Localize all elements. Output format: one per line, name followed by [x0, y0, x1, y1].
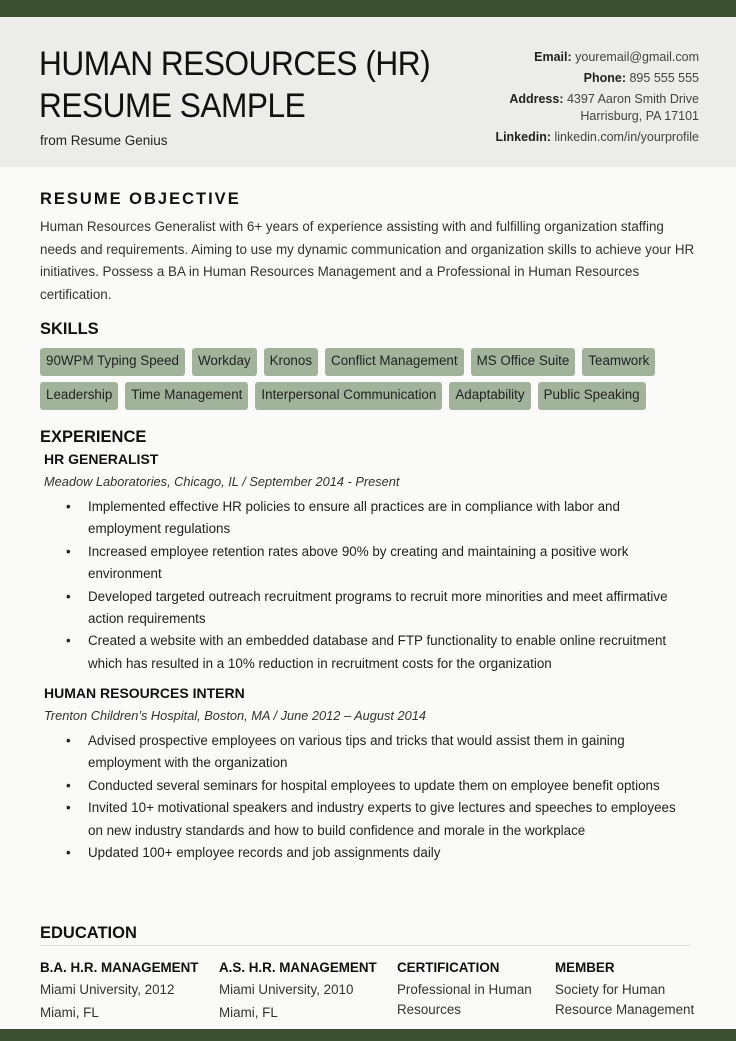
objective-text: Human Resources Generalist with 6+ years of experience assisting with and fulfilling organization staffing needs and requirements. Aiming to use my dynamic communication and organization skills to achieve your HR initiatives. Possess a BA in Human Resources Management and a Professional in Human Resources certification.	[40, 219, 695, 302]
job-company: Meadow Laboratories, Chicago, IL / September 2014 - Present	[44, 474, 400, 489]
education-item	[219, 958, 389, 1026]
address-label: Address:	[509, 92, 564, 106]
education-item	[397, 958, 547, 1023]
resume-header	[0, 17, 736, 167]
edu-title: MEMBER	[555, 960, 615, 975]
list-item: • Invited 10+ motivational speakers and industry experts to give lectures and speeches to employees on new industry standards and how to build confidence and morale in the workplace	[88, 797, 688, 842]
email-value: youremail@gmail.com	[575, 50, 699, 64]
skill-chip: MS Office Suite	[471, 348, 576, 376]
edu-title: A.S. H.R. MANAGEMENT	[219, 960, 377, 975]
education-item	[555, 958, 705, 1023]
skills-heading: SKILLS	[40, 320, 99, 338]
list-item: • Created a website with an embedded database and FTP functionality to enable online recruitment which has resulted in a 10% reduction in recruitment costs for the organization	[88, 630, 688, 675]
top-accent-bar	[0, 0, 736, 17]
bottom-accent-bar	[0, 1029, 736, 1041]
address-line-1: 4397 Aaron Smith Drive	[566, 92, 699, 106]
edu-line: Miami, FL	[40, 1005, 99, 1020]
edu-line: Miami University, 2010	[219, 982, 354, 997]
list-item: • Developed targeted outreach recruitment programs to recruit more minorities and meet affirmative action requirements	[88, 586, 688, 631]
skills-list	[40, 348, 700, 416]
objective-heading: RESUME OBJECTIVE	[40, 190, 241, 208]
skill-chip: Conflict Management	[325, 348, 464, 376]
job-company: Trenton Children’s Hospital, Boston, MA / June 2012 – August 2014	[44, 708, 427, 723]
edu-title: B.A. H.R. MANAGEMENT	[40, 960, 199, 975]
education-item	[40, 958, 210, 1026]
skill-chip: 90WPM Typing Speed	[40, 348, 185, 376]
skill-chip: Adaptability	[449, 382, 530, 410]
title-line-2: RESUME SAMPLE	[39, 87, 306, 125]
job-title: HR GENERALIST	[44, 451, 159, 467]
edu-line: Miami, FL	[219, 1005, 278, 1020]
skill-chip: Teamwork	[582, 348, 655, 376]
list-item: • Implemented effective HR policies to ensure all practices are in compliance with labor and employment regulations	[88, 496, 688, 541]
skill-chip: Workday	[192, 348, 257, 376]
phone-label: Phone:	[583, 71, 626, 85]
education-heading: EDUCATION	[40, 924, 137, 942]
divider	[40, 945, 690, 946]
job-bullets	[88, 496, 688, 675]
edu-line: Miami University, 2012	[40, 982, 175, 997]
title-line-1: HUMAN RESOURCES (HR)	[39, 45, 431, 83]
skill-chip: Public Speaking	[538, 382, 646, 410]
email-label: Email:	[534, 50, 572, 64]
edu-line: Society for Human Resource Management	[555, 982, 695, 1017]
job-bullets	[88, 730, 688, 864]
skill-chip: Leadership	[40, 382, 118, 410]
address-line-2: Harrisburg, PA 17101	[580, 109, 699, 123]
contact-info	[495, 49, 699, 150]
edu-title: CERTIFICATION	[397, 960, 500, 975]
experience-heading: EXPERIENCE	[40, 428, 147, 446]
linkedin-value: linkedin.com/in/yourprofile	[554, 130, 699, 144]
list-item: • Increased employee retention rates above 90% by creating and maintaining a positive work environment	[88, 541, 688, 586]
phone-value: 895 555 555	[629, 71, 699, 85]
job-title: HUMAN RESOURCES INTERN	[44, 685, 245, 701]
linkedin-label: Linkedin:	[495, 130, 551, 144]
edu-line: Professional in Human Resources	[397, 982, 532, 1017]
resume-title	[39, 43, 430, 127]
list-item: • Updated 100+ employee records and job assignments daily	[88, 842, 688, 864]
list-item: • Conducted several seminars for hospital employees to update them on employee benefit options	[88, 775, 688, 797]
skill-chip: Kronos	[264, 348, 318, 376]
list-item: • Advised prospective employees on various tips and tricks that would assist them in gaining employment with the organization	[88, 730, 688, 775]
skill-chip: Interpersonal Communication	[255, 382, 442, 410]
source-credit: from Resume Genius	[40, 133, 168, 148]
skill-chip: Time Management	[125, 382, 248, 410]
